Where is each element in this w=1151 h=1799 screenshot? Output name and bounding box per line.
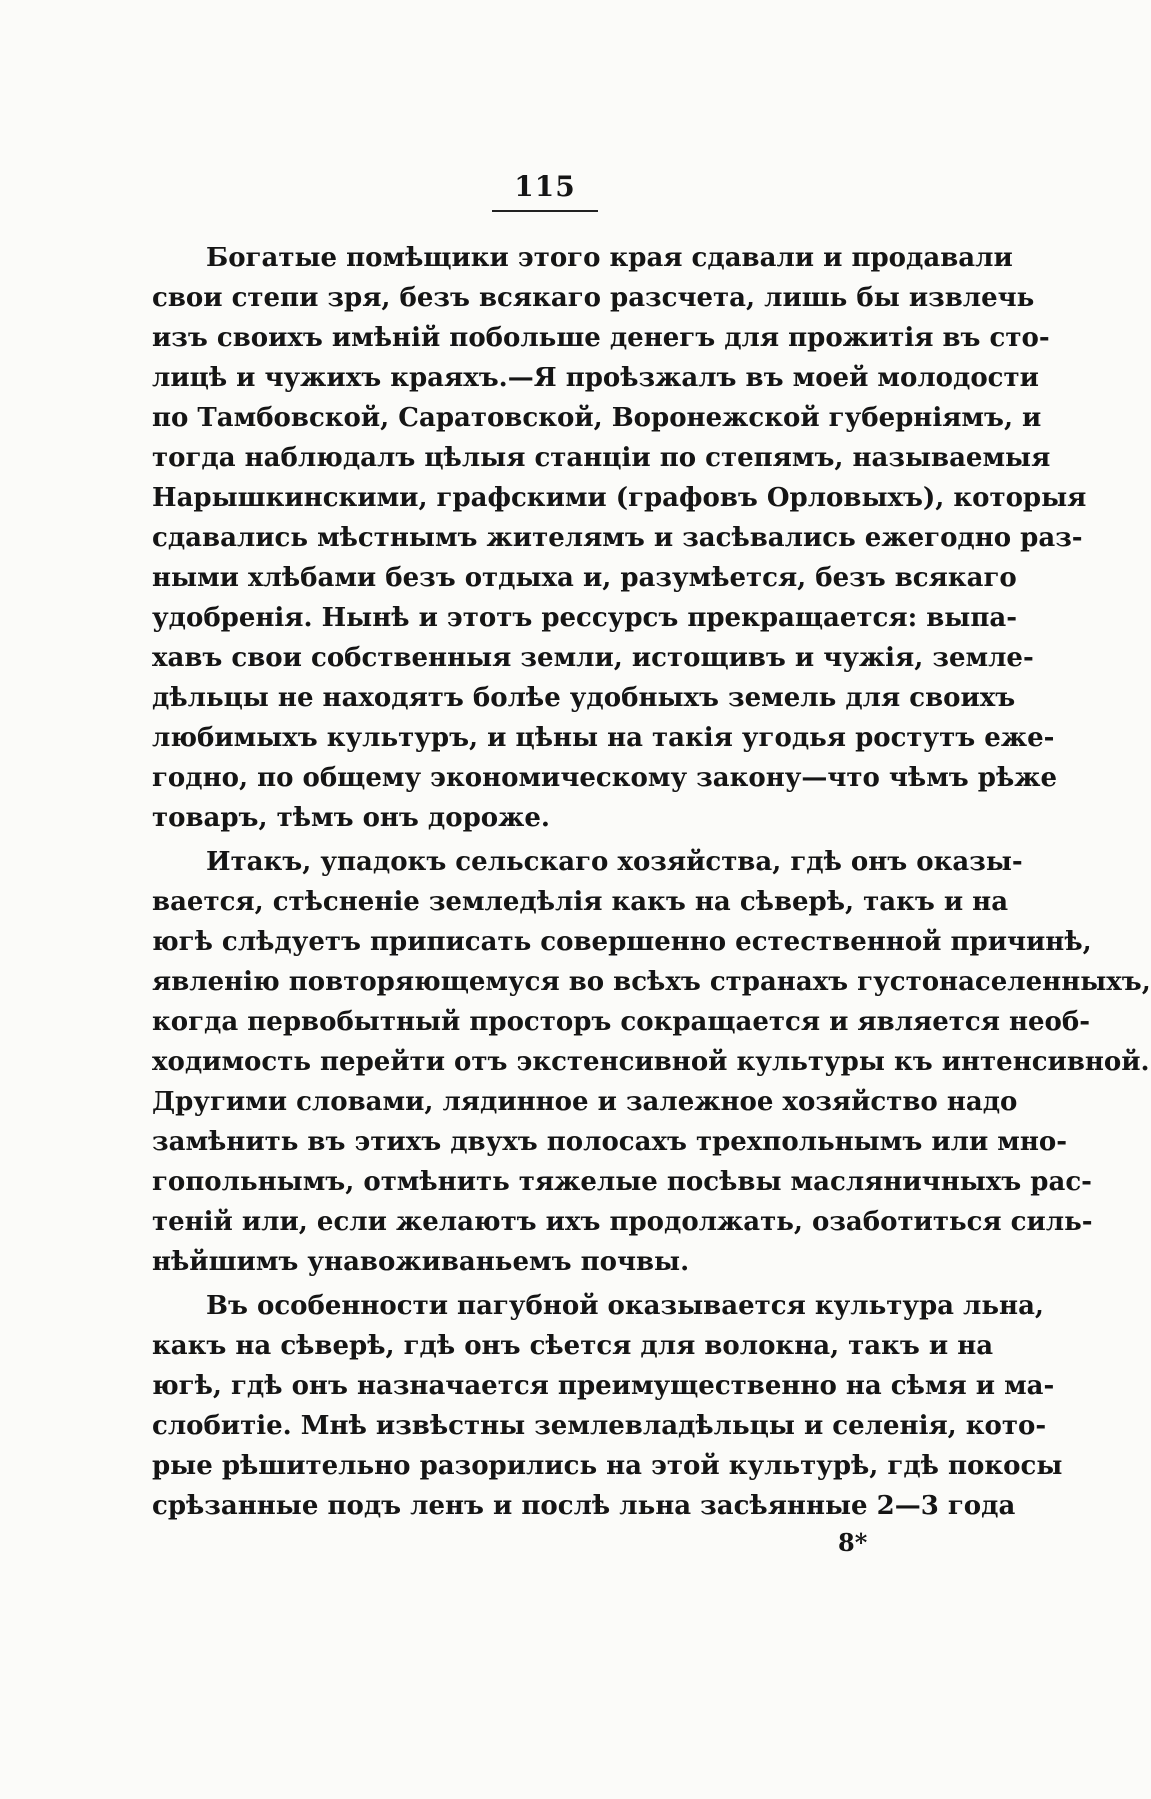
text-line: товаръ, тѣмъ онъ дороже. — [152, 803, 550, 833]
body-text — [152, 238, 1151, 1526]
text-line: свои степи зря, безъ всякаго разсчета, лишь бы извлечь — [152, 283, 1035, 313]
header-rule — [492, 210, 598, 212]
text-line: Другими словами, лядинное и залежное хозяйство надо — [152, 1087, 1018, 1117]
text-line: югѣ слѣдуетъ приписать совершенно естественной причинѣ, — [152, 927, 1092, 957]
text-line: хавъ свои собственныя земли, истощивъ и чужія, земле- — [152, 643, 1034, 673]
text-line: ными хлѣбами безъ отдыха и, разумѣется, безъ всякаго — [152, 563, 1017, 593]
text-line: ходимость перейти отъ экстенсивной культуры къ интенсивной. — [152, 1047, 1150, 1077]
text-line: слобитіе. Мнѣ извѣстны землевладѣльцы и селенія, кото- — [152, 1411, 1047, 1441]
text-line: тогда наблюдалъ цѣлыя станціи по степямъ, называемыя — [152, 443, 1051, 473]
text-line: когда первобытный просторъ сокращается и является необ- — [152, 1007, 1091, 1037]
paragraph-1 — [152, 238, 1087, 838]
text-line: сдавались мѣстнымъ жителямъ и засѣвались ежегодно раз- — [152, 523, 1083, 553]
text-line: замѣнить въ этихъ двухъ полосахъ трехпольнымъ или мно- — [152, 1127, 1068, 1157]
text-line: югѣ, гдѣ онъ назначается преимущественно на сѣмя и ма- — [152, 1371, 1055, 1401]
text-line: Въ особенности пагубной оказывается культура льна, — [206, 1291, 1044, 1321]
text-line: изъ своихъ имѣній побольше денегъ для прожитія въ сто- — [152, 323, 1050, 353]
text-line: Нарышкинскими, графскими (графовъ Орловыхъ), которыя — [152, 483, 1087, 513]
text-line: удобренія. Нынѣ и этотъ рессурсъ прекращается: выпа- — [152, 603, 1018, 633]
text-line: нѣйшимъ унавоживаньемъ почвы. — [152, 1247, 690, 1277]
text-line: какъ на сѣверѣ, гдѣ онъ сѣется для волокна, такъ и на — [152, 1331, 994, 1361]
text-line: лицѣ и чужихъ краяхъ.—Я проѣзжалъ въ моей молодости — [152, 363, 1039, 393]
text-line: Богатые помѣщики этого края сдавали и продавали — [206, 243, 1013, 273]
text-line: по Тамбовской, Саратовской, Воронежской губерніямъ, и — [152, 403, 1042, 433]
text-line: гопольнымъ, отмѣнить тяжелые посѣвы масляничныхъ рас- — [152, 1167, 1092, 1197]
paragraph-3 — [152, 1286, 1063, 1526]
text-line: любимыхъ культуръ, и цѣны на такія угодья ростутъ еже- — [152, 723, 1055, 753]
text-line: дѣльцы не находятъ болѣе удобныхъ земель для своихъ — [152, 683, 1016, 713]
page-number: 115 — [514, 170, 576, 203]
text-line: годно, по общему экономическому закону—что чѣмъ рѣже — [152, 763, 1058, 793]
text-line: срѣзанные подъ ленъ и послѣ льна засѣянные 2—3 года — [152, 1491, 1016, 1521]
text-line: теній или, если желаютъ ихъ продолжать, озаботиться силь- — [152, 1207, 1093, 1237]
text-line: явленію повторяющемуся во всѣхъ странахъ густонаселенныхъ, — [152, 967, 1151, 997]
text-line: рые рѣшительно разорились на этой культурѣ, гдѣ покосы — [152, 1451, 1063, 1481]
text-line: вается, стѣсненіе земледѣлія какъ на сѣверѣ, такъ и на — [152, 887, 1009, 917]
text-line: Итакъ, упадокъ сельскаго хозяйства, гдѣ онъ оказы- — [206, 847, 1023, 877]
signature-mark: 8* — [838, 1528, 868, 1557]
paragraph-2 — [152, 842, 1151, 1282]
